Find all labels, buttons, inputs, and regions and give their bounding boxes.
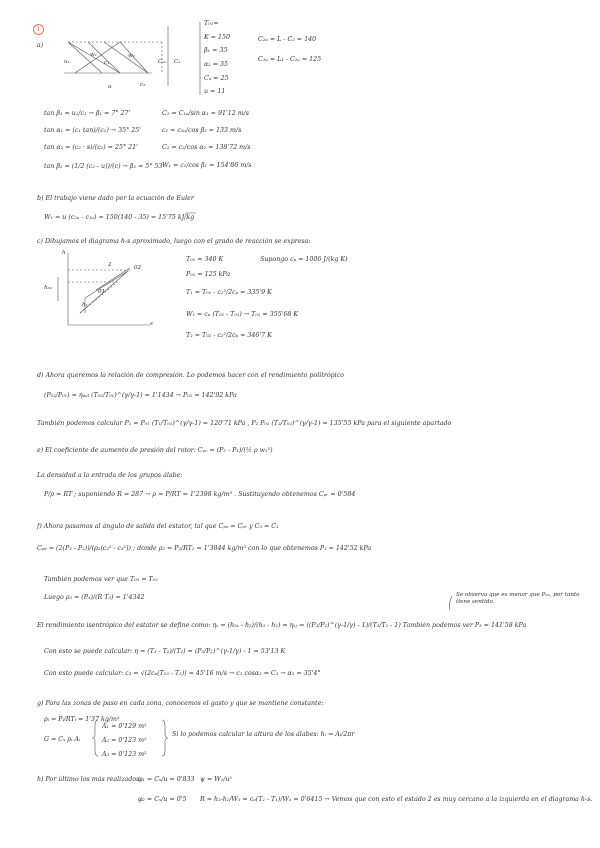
hs-label: 2	[108, 262, 112, 268]
given-value: u = 11	[204, 88, 226, 95]
part-f-equation: También podemos ver que T₀₃ = T₀₂	[44, 576, 158, 583]
part-g-equation: G = Cₓ ρᵢ Aᵢ	[44, 736, 81, 743]
part-c-note: Supongo cₚ = 1006 J/(kg K)	[260, 256, 348, 263]
area-value: A₁ = 0'129 m²	[102, 723, 147, 730]
part-a-label: a)	[37, 42, 44, 49]
diagram-label: w₂	[128, 53, 136, 59]
part-c-data: T₂ = T₀₂ - c₂²/2cₚ = 346'7 K	[186, 332, 272, 339]
relation: C₁ᵤ = L₁ - C₂ᵤ = 125	[258, 56, 322, 63]
part-c-data: T₀₁ = 340 K	[186, 256, 224, 263]
part-b-heading: b) El trabajo viene dado por la ecuación de Euler	[37, 195, 194, 202]
side-note-bracket	[449, 596, 452, 610]
hs-label: 01	[98, 289, 106, 295]
part-h-equation: φ₁ = Cₓ/u = 0'833	[138, 776, 195, 783]
part-d-equation: (P₀₂/P₀₁) = ηₚₒₗ (T₀₂/T₀₁)^(γ/γ-1) = 1'1434 → P₀₂ = 142'92 kPa	[44, 392, 237, 399]
given-value: T₀₁=	[204, 20, 219, 27]
diagram-label: c₁	[104, 60, 110, 66]
area-value: A₃ = 0'123 m²	[102, 751, 147, 758]
given-value: Cₐ = 25	[204, 75, 229, 82]
hs-label: h₀₁	[44, 285, 53, 291]
equation-right: C₁ = C₁ᵤ/sin α₁ = 91'12 m/s	[162, 110, 250, 117]
part-f-equation: Cₚₑ = (2(P₃ - P₂))/(ρ₂(c₂² - c₃²)) ; donde ρ₂ = P₂/RT₂ = 1'3844 kg/m³ con lo que obtenemos P₃ = 142'52 kPa	[37, 545, 372, 552]
relation: C₂ᵤ = L - C₂ = 140	[258, 36, 317, 43]
diagram-label: C₁ᵤ	[158, 59, 167, 65]
equation-left: tan β₁ = u₁/c₁ → β₁ = 7° 27'	[44, 110, 131, 117]
part-f-equation: Con esto puede calcular: c₃ = √(2cₚ(T₀₃ - T₃)) = 45'16 m/s → c₃ cosα₃ = C₃ → α₃ = 35'4°	[44, 670, 321, 677]
hs-label: s	[150, 321, 153, 327]
part-h-heading: h) Por último los más realizados	[37, 776, 140, 783]
part-c-heading: c) Dibujamos el diagrama h-s aproximado, luego con el grado de reacción se expresa:	[37, 238, 311, 245]
side-note: Se observa que es menor que P₀₃, por tanto tiene sentido.	[456, 592, 580, 605]
part-h-equation: ψ = W₁/u²	[200, 776, 232, 783]
equation-right: W₁ = c₁/cos β₁ = 154'86 m/s	[162, 162, 252, 169]
part-e-equation: La densidad a la entrada de los grupos álabe:	[37, 472, 183, 479]
hs-label: h₁	[82, 302, 88, 308]
part-f-equation: Luego ρ₃ = (P₃)/(R T₃) = 1'4342	[44, 594, 145, 601]
page-number: 1	[33, 24, 44, 35]
part-f-equation: Con esto se puede calcular: η = (T₃ - T₂)/(T₂) = (P₃/P₂)^(γ-1/γ) - 1 = 53'13 K	[44, 648, 286, 655]
part-c-data: P₀₁ = 125 kPa	[186, 271, 231, 278]
diagram-label: u₁	[64, 59, 70, 65]
diagram-label: C₁	[174, 59, 181, 65]
diagram-label: w₁	[90, 52, 98, 58]
given-value: K = 150	[204, 34, 231, 41]
hs-label: h	[62, 250, 66, 256]
part-h-equation: φ₂ = Cₓ/u = 0'5	[138, 796, 187, 803]
part-d-heading: d) Ahora queremos la relación de compresión. Lo podemos hacer con el rendimiento politrópico	[37, 372, 344, 379]
part-g-note: Si lo podemos calcular la altura de los álabes: hᵢ = Aᵢ/2πr	[172, 731, 355, 738]
given-value: β₁ = 35	[204, 47, 228, 54]
part-f-heading: f) Ahora pasamos al ángulo de salida del estator, tal que Cₚₑ = Cₚᵣ y C₃ = C₁	[37, 523, 279, 530]
part-g-heading: g) Para las zonas de paso en cada zona, conocemos el gasto y que se mantiene constante:	[37, 700, 324, 707]
diagram-label: c₂	[140, 82, 146, 88]
equation-left: tan α₂ = (c₂ · s)/(c₂) = 25° 21'	[44, 144, 138, 151]
equation-right: c₂ = c₂ᵤ/cos β₂ = 133 m/s	[162, 127, 242, 134]
area-value: A₂ = 0'123 m²	[102, 737, 147, 744]
part-f-equation: El rendimiento isentrópico del estator se define como: ηₛ = (h₃ₛ - h₂)/(h₃ - h₂) = ηₛⱼ = ((P₃/P₂)^(γ-1/γ) - 1)/(T₃/T₂ - 1) También podemos ver P₃ = 141'58 kPa	[37, 622, 527, 629]
hs-label: 02	[134, 265, 142, 271]
part-c-data: T₁ = T₀₁ - c₁²/2cₚ = 335'9 K	[186, 289, 272, 296]
part-b-equation: W₁ = u (c₂ᵤ - c₁ᵤ) = 150(140 - 35) = 15'75 kJ/kg	[44, 214, 195, 221]
part-e-heading: e) El coeficiente de aumento de presión del rotor: Cₚᵣ = (P₂ - P₁)/(½ ρ w₁²)	[37, 447, 273, 454]
equation-right: C₂ = c₂/cos α₂ = 138'72 m/s	[162, 144, 251, 151]
diagram-label: u	[108, 84, 112, 90]
part-h-equation: R = h₂-h₁/W₁ = cₚ(T₂ - T₁)/W₁ = 0'6415 → Vemos que con esto el estado 2 es muy cercano a la izquierda en el diagrama h-s.	[200, 796, 593, 803]
given-value: α₂ = 35	[204, 61, 229, 68]
part-c-data: W₁ = cₚ (T₀₂ - T₀₁) → T₀₂ = 355'68 K	[186, 311, 299, 318]
equation-left: tan β₂ = (1/2 (c₂ - u))/(c) → β₂ = 5° 53'	[44, 163, 165, 170]
part-g-equation: ρᵢ = Pᵢ/RTᵢ = 1'37 kg/m³	[44, 716, 120, 723]
part-e-equation: P/ρ = RT ; suponiendo R = 287 → ρ = P/RT = 1'2398 kg/m³ . Sustituyendo obtenemos Cₚᵣ = 0'584	[44, 491, 356, 498]
equation-left: tan α₁ = (c₁ tan)/(c₂) → 35° 25'	[44, 127, 141, 134]
part-d-equation: También podemos calcular P₁ = P₀₁ (T₁/T₀₁)^(γ/γ-1) = 120'71 kPa , P₂ P₀₂ (T₂/T₀₂)^(γ/γ-1) = 135'55 kPa para el siguiente apartado	[37, 420, 452, 427]
